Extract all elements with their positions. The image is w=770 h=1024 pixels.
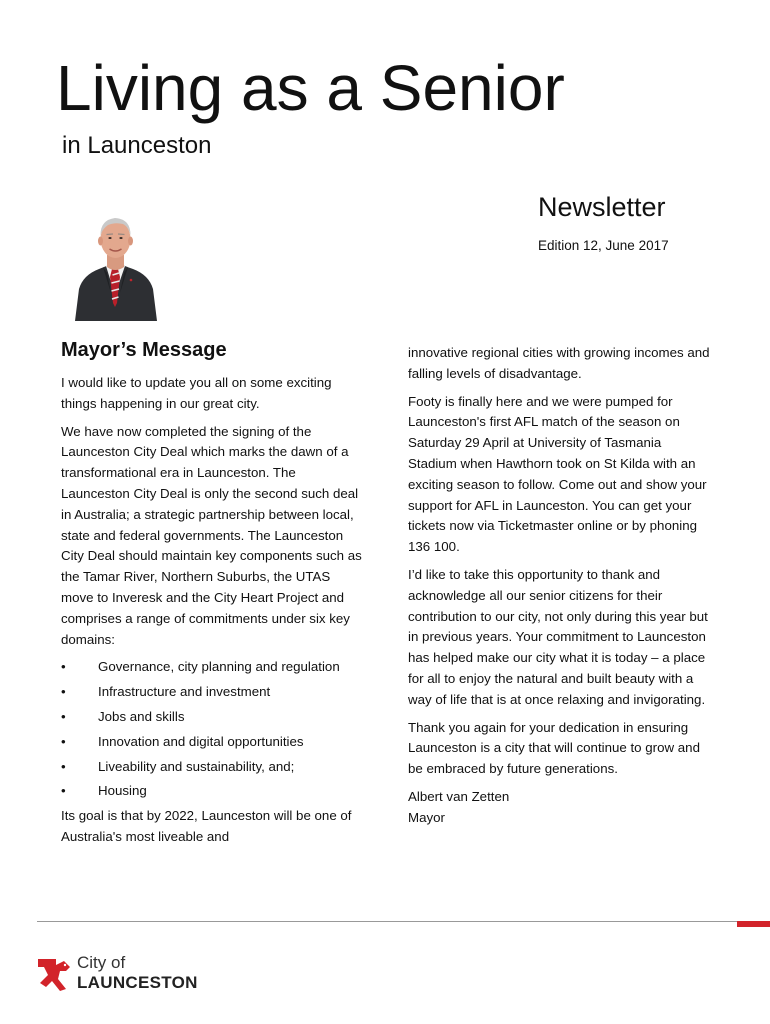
bullet-icon: • — [61, 758, 66, 774]
footy-paragraph: Footy is finally here and we were pumped for Launceston's first AFL match of the season on Saturday 29 April at University of Tasmania Stadium when Hawthorn took on St Kilda with an exciting season to follow. Come out and show your support for AFL in Launceston. You can get your tickets now via Ticketmaster online or by phoning 136 100. — [408, 393, 707, 555]
city-deal-paragraph: We have now completed the signing of the Launceston City Deal which marks the dawn of a transformational era in Launceston. The Launceston City Deal is only the second such deal in Australia; a strategic partnership between local, state and federal governments. The Launceston City Deal should maintain key components such as the Tamar River, Northern Suburbs, the UTAS move to Inveresk and the City Heart Project and comprises a range of commitments under six key domains: — [61, 423, 362, 647]
list-item — [61, 757, 366, 778]
portrait-illustration — [73, 203, 158, 321]
intro-paragraph: I would like to update you all on some exciting things happening in our great city. — [61, 375, 332, 411]
mayor-portrait-photo — [73, 203, 158, 321]
right-column — [408, 343, 713, 829]
closing-paragraph: Thank you again for your dedication in ensuring Launceston is a city that will continue to grow and be embraced by future generations. — [408, 719, 700, 777]
list-item-text: Innovation and digital opportunities — [98, 733, 304, 749]
mayors-message-heading: Mayor’s Message — [61, 339, 227, 361]
list-item-text: Housing — [98, 783, 147, 799]
list-item — [61, 732, 366, 753]
goal-paragraph: Its goal is that by 2022, Launceston will be one of Australia's most liveable and — [61, 808, 352, 844]
logo-text-launceston: LAUNCESTON — [77, 973, 198, 992]
left-column — [61, 336, 366, 855]
list-item-text: Infrastructure and investment — [98, 684, 271, 700]
list-item — [61, 657, 366, 678]
list-item — [61, 682, 366, 703]
footer-divider — [37, 921, 737, 922]
bullet-icon: • — [61, 684, 66, 700]
tiger-logo-icon — [36, 953, 72, 993]
list-item-text: Liveability and sustainability, and; — [98, 758, 295, 774]
list-item-text: Governance, city planning and regulation — [98, 659, 340, 675]
thanks-paragraph: I’d like to take this opportunity to thank and acknowledge all our senior citizens for their contribution to our city, not only during this year but in previous years. Your commitment to Launceston has helped make our city what it is today – a place for all to enjoy the natural and built beauty with a way of life that is at once relaxing and invigorating. — [408, 566, 708, 707]
edition-date: Edition 12, June 2017 — [538, 238, 669, 253]
newsletter-subtitle: in Launceston — [62, 132, 212, 159]
list-item — [61, 707, 366, 728]
logo-text-city-of: City of — [77, 953, 126, 972]
list-item — [61, 781, 366, 802]
continuation-paragraph: innovative regional cities with growing incomes and falling levels of disadvantage. — [408, 345, 710, 381]
signature-name: Albert van Zetten — [408, 788, 510, 804]
bullet-icon: • — [61, 783, 66, 799]
signature-title: Mayor — [408, 809, 445, 825]
newsletter-title: Living as a Senior — [56, 52, 565, 124]
footer-accent-bar — [737, 921, 770, 927]
city-of-launceston-logo — [36, 951, 216, 996]
bullet-icon: • — [61, 659, 66, 675]
domains-list — [61, 657, 366, 802]
bullet-icon: • — [61, 708, 66, 724]
newsletter-label: Newsletter — [538, 192, 666, 222]
bullet-icon: • — [61, 733, 66, 749]
list-item-text: Jobs and skills — [98, 708, 185, 724]
